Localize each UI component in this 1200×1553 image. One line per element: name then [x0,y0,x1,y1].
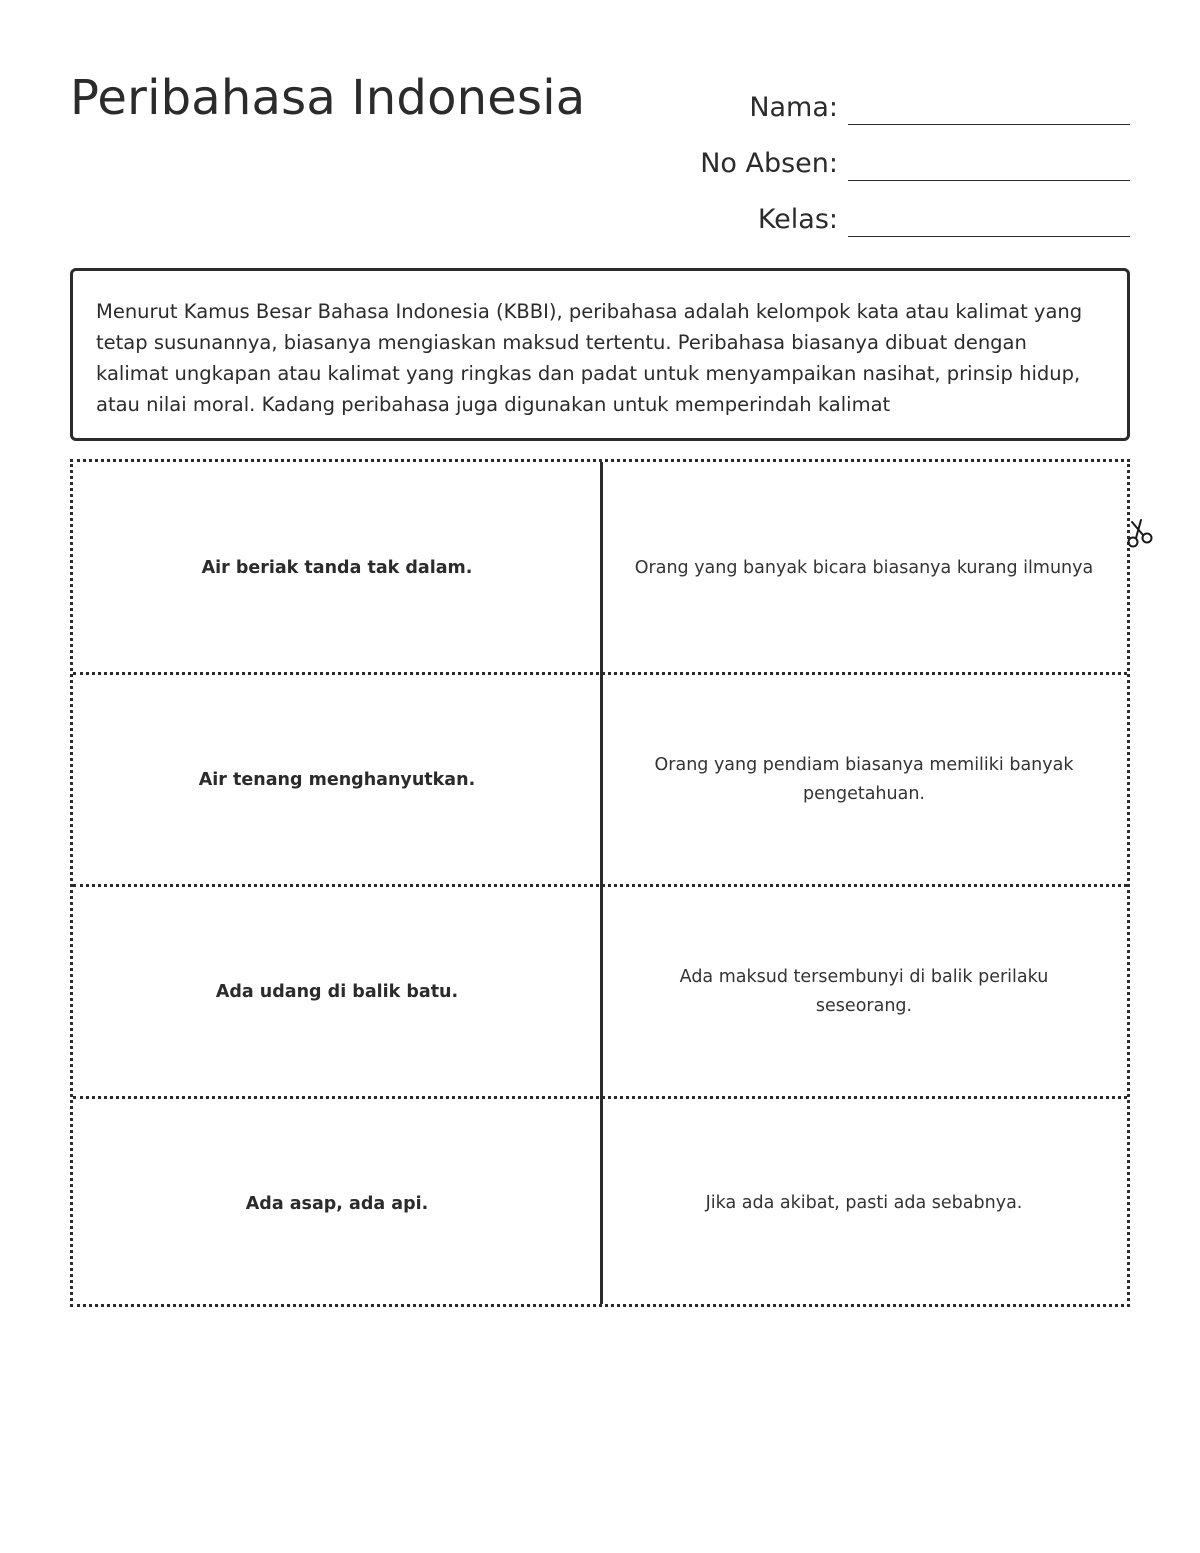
intro-box: Menurut Kamus Besar Bahasa Indonesia (KBBI), peribahasa adalah kelompok kata atau kalimat yang tetap susunannya, biasanya mengiaskan maksud tertentu. Peribahasa biasanya dibuat dengan kalimat ungkapan atau kalimat yang ringkas dan padat untuk menyampaikan nasihat, prinsip hidup, atau nilai moral. Kadang peribahasa juga digunakan untuk memperindah kalimat [70,268,1130,441]
absen-field [640,128,1130,184]
student-info-fields [640,72,1130,240]
meaning-card: Orang yang banyak bicara biasanya kurang ilmunya [634,557,1094,578]
absen-label: No Absen: [700,148,838,179]
card-grid [70,459,1130,1307]
class-label: Kelas: [757,204,838,235]
column-divider [600,462,603,1304]
class-field [640,184,1130,240]
class-line[interactable] [848,196,1130,237]
name-field [640,72,1130,128]
meaning-card: Jika ada akibat, pasti ada sebabnya. [705,1193,1023,1213]
meaning-card: Orang yang pendiam biasanya memiliki banyak pengetahuan. [654,754,1074,804]
meaning-card: Ada maksud tersembunyi di balik perilaku seseorang. [679,966,1049,1016]
proverb-card: Air tenang menghanyutkan. [198,769,476,790]
name-line[interactable] [848,84,1130,125]
proverb-card: Ada udang di balik batu. [215,981,459,1002]
name-label: Nama: [749,92,838,123]
absen-line[interactable] [848,140,1130,181]
page-title: Peribahasa Indonesia [70,70,586,126]
proverb-card: Air beriak tanda tak dalam. [201,558,473,578]
proverb-card: Ada asap, ada api. [245,1193,429,1214]
scissors-icon [1124,514,1158,556]
